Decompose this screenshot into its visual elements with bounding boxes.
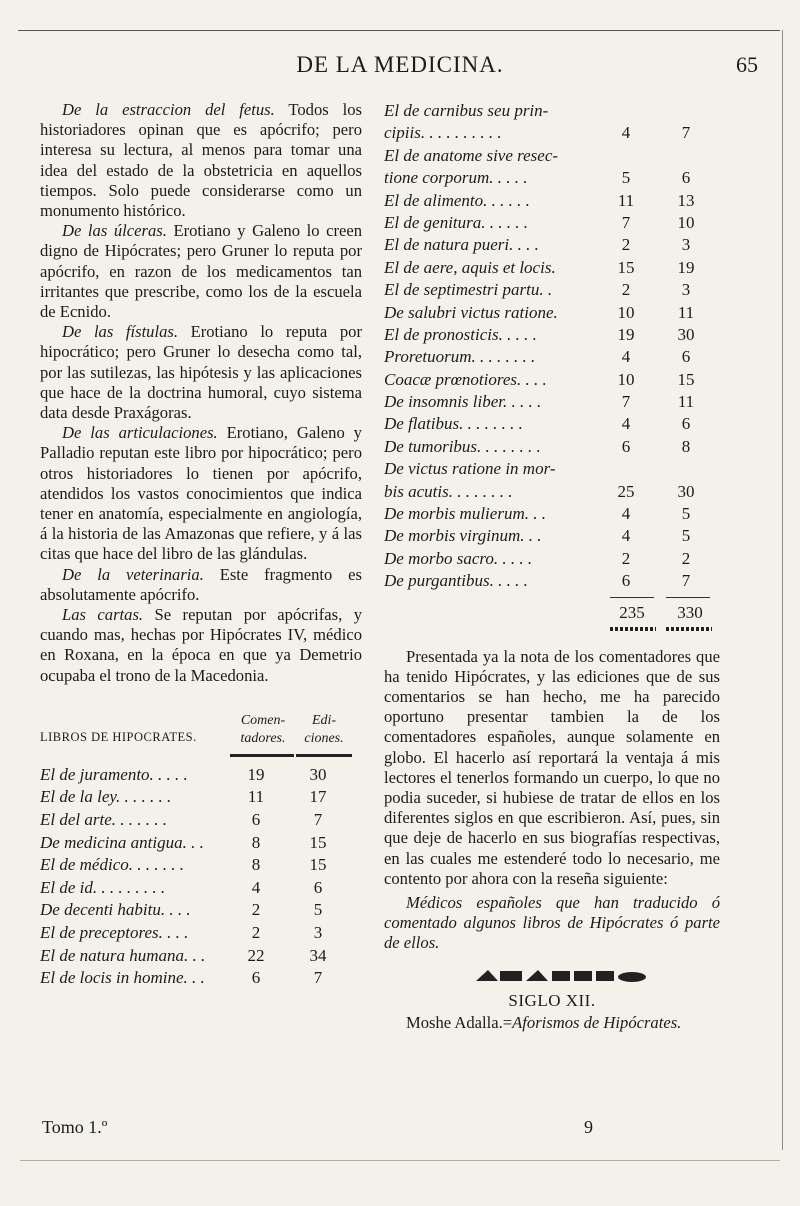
book-title: El de juramento. . . . . [40,764,188,784]
table-row [384,302,720,324]
comentadores-count: 7 [621,212,631,232]
book-title: El de id. . . . . . . . . [40,877,166,897]
table-row [384,346,720,368]
ediciones-count: 5 [681,504,691,524]
right-column [384,100,720,1033]
ediciones-count: 7 [681,123,691,143]
page-number: 65 [736,52,758,77]
table-row [384,145,720,167]
ediciones-count: 6 [313,877,323,897]
table-row [384,436,720,458]
right-table-body [384,100,720,593]
paragraph-veterinaria [40,565,362,605]
table-row [40,967,362,990]
comentadores-count: 2 [621,235,631,255]
comentadores-count: 4 [251,877,261,897]
entry-title: De las fístulas. [62,322,178,342]
table-row [384,100,720,122]
book-title: El de anatome sive resec- [384,145,559,165]
page-footer [0,1117,800,1143]
running-head-title: DE LA MEDICINA. [296,52,504,77]
table-row [40,922,362,945]
comentadores-count: 6 [621,436,631,456]
ediciones-count: 11 [677,392,695,412]
ornament-bar [476,968,648,982]
ediciones-count: 3 [681,235,691,255]
table-row [384,279,720,301]
book-title: De salubri victus ratione. [384,302,558,322]
ediciones-count: 34 [309,945,327,965]
book-title: De tumoribus. . . . . . . . [384,436,541,456]
book-title: El de alimento. . . . . . [384,190,530,210]
book-title: cipiis. . . . . . . . . . [384,123,502,143]
century-heading: SIGLO XII. [508,990,596,1010]
ediciones-count: 13 [677,190,695,210]
comentadores-count: 2 [621,280,631,300]
paragraph-cartas [40,605,362,686]
entry-moshe-adalla: Moshe Adalla.=Aforismos de Hipócrates. [406,1012,682,1032]
table-row [40,899,362,922]
ediciones-count: 6 [681,347,691,367]
table-header-comentadores: Comen- tadores. [240,712,286,746]
comentadores-count: 10 [617,369,635,389]
top-rule [18,30,780,31]
book-title: El de aere, aquis et locis. [384,257,556,277]
table-row [384,167,720,189]
table-row [40,786,362,809]
comentadores-count: 8 [251,832,261,852]
ediciones-count: 6 [681,414,691,434]
ediciones-count: 30 [677,324,695,344]
ediciones-count: 30 [309,764,327,784]
left-table-body [40,764,362,990]
ediciones-count: 3 [313,923,323,943]
table-row [384,122,720,144]
table-row [384,570,720,592]
book-title: tione corporum. . . . . [384,168,528,188]
total-comentadores: 235 [619,602,645,622]
running-head [0,52,800,82]
comentadores-count: 7 [621,392,631,412]
comentadores-count: 22 [247,945,265,965]
entry-title: De la veterinaria. [62,564,204,584]
table-row [384,481,720,503]
comentadores-count: 2 [621,548,631,568]
book-title: El de preceptores. . . . [40,923,189,943]
comentadores-count: 4 [621,414,631,434]
book-title: De decenti habitu. . . . [40,900,191,920]
comentadores-count: 19 [617,324,635,344]
book-title: El de carnibus seu prin- [384,101,549,120]
ediciones-count: 8 [681,436,691,456]
ediciones-count: 2 [681,548,691,568]
comentadores-count: 5 [621,168,631,188]
ediciones-count: 5 [681,526,691,546]
book-title: El de pronosticis. . . . . [384,324,537,344]
entry-text: Erotiano, Galeno y Palladio reputan este libro por hipocrático; pero otros historiadores lo tienen por apócrifo, atendidos los vastos conocimientos que indica tener en anatomía, especialmente en angiología, á la historia de las Amazonas que refiere, y á las citas que hace del libro de las glándulas. [40,423,362,564]
table-row [40,809,362,832]
table-row [384,190,720,212]
comentadores-count: 6 [621,571,631,591]
ediciones-count: 5 [313,900,323,920]
comentadores-count: 19 [247,764,265,784]
book-title: De morbo sacro. . . . . [384,548,533,568]
comentadores-count: 4 [621,526,631,546]
comentadores-count: 8 [251,855,261,875]
entry-title: De las úlceras. [62,221,167,241]
table-row [40,764,362,787]
table-row [384,548,720,570]
ediciones-count: 6 [681,168,691,188]
paragraph-articulaciones [40,423,362,564]
table-row [40,945,362,968]
ediciones-count: 15 [309,832,327,852]
table-row [384,369,720,391]
book-title: El de genitura. . . . . . [384,212,529,232]
table-header-books: LIBROS DE HIPOCRATES. [40,729,197,744]
entry-text: Se reputan por apócrifas, y cuando mas, hechas por Hipócrates IV, médico en Roxana, en la época en que ya Demetrio ocupaba el trono de la Macedonia. [40,605,363,685]
totals-ornament [384,625,720,635]
ediciones-count: 7 [681,571,691,591]
comentadores-count: 4 [621,504,631,524]
comentadores-count: 6 [251,810,261,830]
book-title: De victus ratione in mor- [384,459,556,479]
book-title: De medicina antigua. . . [40,832,204,852]
book-title: El de locis in homine. . . [40,968,205,988]
comentadores-count: 2 [251,923,261,943]
book-title: Coacæ prœnotiores. . . . [384,369,547,389]
ediciones-count: 7 [313,968,323,988]
left-column [40,100,362,990]
entry-text: Erotiano lo reputa por hipocrático; pero Gruner lo desecha como tal, por las sutilezas, las hipótesis y las aplicaciones que hace de la doctrina humoral, cuyo sistema data desde Praxágoras. [40,322,362,423]
comentadores-count: 10 [617,302,635,322]
comentadores-count: 2 [251,900,261,920]
comentadores-count: 6 [251,968,261,988]
table-row [384,391,720,413]
ediciones-count: 19 [677,257,695,277]
ediciones-count: 17 [309,787,327,807]
ediciones-count: 30 [677,481,695,501]
book-title: De morbis mulierum. . . [384,504,546,524]
ediciones-count: 15 [309,855,327,875]
entry-title: De las articulaciones. [62,423,218,443]
comentadores-count: 11 [617,190,635,210]
table-row [384,503,720,525]
comentadores-count: 25 [617,481,635,501]
table-row [40,832,362,855]
book-title: El de médico. . . . . . . [40,855,184,875]
paragraph-ulceras [40,221,362,322]
table-header-rules [40,752,362,764]
volume-label: Tomo 1.º [42,1117,108,1137]
book-title: De purgantibus. . . . . [384,571,528,591]
book-title: De flatibus. . . . . . . . [384,414,523,434]
book-title: El de septimestri partu. . [384,280,553,300]
totals-row [384,603,720,625]
ediciones-count: 3 [681,280,691,300]
table-row [40,877,362,900]
totals-rules [384,593,720,603]
table-row [384,413,720,435]
book-title: De morbis virginum. . . [384,526,542,546]
book-title: Proretuorum. . . . . . . . [384,347,536,367]
ediciones-count: 10 [677,212,695,232]
entry-text: Este fragmento es absolutamente apócrifo. [40,564,363,604]
ediciones-count: 7 [313,810,323,830]
signature-mark: 9 [584,1117,593,1137]
table-row [384,212,720,234]
entry-text: Erotiano y Galeno lo creen digno de Hipócrates; pero Gruner lo reputa por apócrifo, en razon de los medicamentos tan irritantes que prescribe, como los de la escuela de Ecnido. [40,221,362,322]
table-header [40,696,362,752]
comentadores-count: 4 [621,347,631,367]
ediciones-count: 15 [677,369,695,389]
page-edge-line [782,30,783,1150]
book-title: El de la ley. . . . . . . [40,787,172,807]
table-row [384,234,720,256]
book-title: El de natura pueri. . . . [384,235,539,255]
total-ediciones: 330 [677,602,703,622]
paragraph-estraccion [40,100,362,221]
page-bottom-edge [20,1160,780,1161]
table-row [384,324,720,346]
entry-title: De la estraccion del fetus. [62,100,275,119]
book-title: De insomnis liber. . . . . [384,392,542,412]
section-title: Médicos españoles que han traducido ó comentado algunos libros de Hipócrates ó parte de ellos. [384,893,720,953]
paragraph-comentadores-espanoles: Presentada ya la nota de los comentadores que ha tenido Hipócrates, y las ediciones que de sus comentarios se han hecho, me ha parecido oportuno presentar tambien la de los comentadores españoles, aunque solamente en globo. El hacerlo así reportará la ventaja á mis lectores el tenerlos formando un cuerpo, lo que no podia suceder, si hubiese de tratar de ellos en los diferentes siglos en que escribieron. Así, pues, sin que deje de hacerlo en sus biografías respectivas, en las cuales me estenderé todo lo necesario, me contento por ahora con la reseña siguiente: [384,646,720,888]
ediciones-count: 11 [677,302,695,322]
table-header-ediciones: Edi- ciones. [304,712,344,746]
comentadores-count: 11 [247,787,265,807]
entry-text: Todos los historiadores opinan que es apócrifo; pero interesa su lectura, al menos para tomar una idea del estado de la obstetricia en aquellos tiempos. Solo puede considerarse como un monumento histórico. [40,100,363,221]
book-title: bis acutis. . . . . . . . [384,481,513,501]
table-row [384,525,720,547]
book-title: El del arte. . . . . . . [40,810,168,830]
comentadores-count: 4 [621,123,631,143]
paragraph-fistulas [40,322,362,423]
book-title: El de natura humana. . . [40,945,206,965]
table-row [384,257,720,279]
entry-title: Las cartas. [62,605,144,625]
comentadores-count: 15 [617,257,635,277]
table-row [40,854,362,877]
table-row [384,458,720,480]
